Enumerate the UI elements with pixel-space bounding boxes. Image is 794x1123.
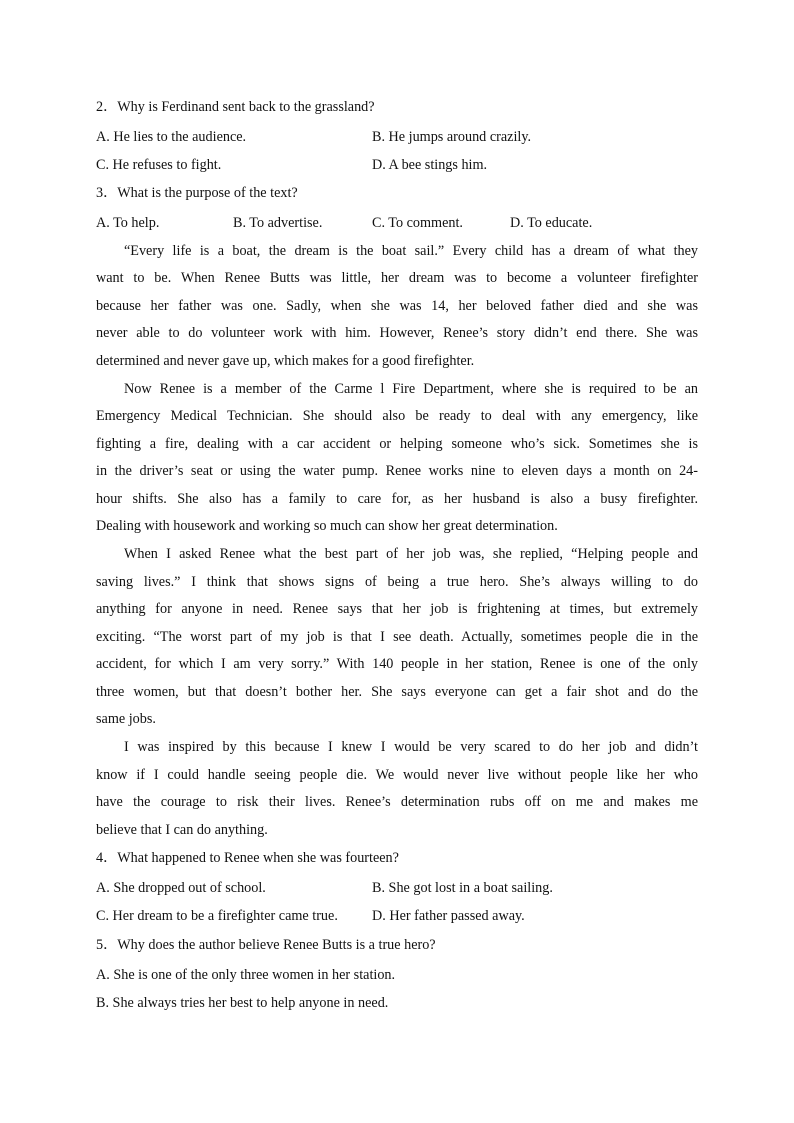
question-2-option-b: B. He jumps around crazily.	[372, 129, 532, 145]
passage-line: When I asked Renee what the best part of her job was, she replied, “Helping people and	[124, 546, 698, 562]
passage-line: know if I could handle seeing people die. We would never live without people like her who	[96, 767, 698, 783]
question-4-stem: 4．What happened to Renee when she was fourteen?	[96, 850, 399, 866]
passage-line: Dealing with housework and working so much can show her great determination.	[96, 518, 558, 534]
question-4-option-a: A. She dropped out of school.	[96, 880, 266, 896]
question-2-option-d: D. A bee stings him.	[372, 157, 488, 173]
passage-line: because her father was one. Sadly, when she was 14, her beloved father died and she was	[96, 298, 698, 314]
passage-line: want to be. When Renee Butts was little, her dream was to become a volunteer firefighter	[96, 270, 698, 286]
passage-line: saving lives.” I think that shows signs of being a true hero. She’s always willing to do	[96, 574, 698, 590]
question-2-stem: 2．Why is Ferdinand sent back to the grassland?	[96, 99, 375, 115]
passage-line: fighting a fire, dealing with a car accident or helping someone who’s sick. Sometimes she is	[96, 436, 698, 452]
question-2-option-c: C. He refuses to fight.	[96, 157, 222, 173]
passage-line: “Every life is a boat, the dream is the boat sail.” Every child has a dream of what they	[124, 243, 698, 259]
passage-line: believe that I can do anything.	[96, 822, 268, 838]
question-4-option-d: D. Her father passed away.	[372, 908, 525, 924]
passage-line: in the driver’s seat or using the water pump. Renee works nine to eleven days a month on 24-	[96, 463, 698, 479]
passage-line: hour shifts. She also has a family to care for, as her husband is also a busy firefighter.	[96, 491, 698, 507]
passage-line: Emergency Medical Technician. She should also be ready to deal with any emergency, like	[96, 408, 698, 424]
question-5-stem: 5．Why does the author believe Renee Butts is a true hero?	[96, 937, 436, 953]
question-3-option-a: A. To help.	[96, 215, 160, 231]
passage-line: exciting. “The worst part of my job is that I see death. Actually, sometimes people die in the	[96, 629, 698, 645]
passage-line: Now Renee is a member of the Carme l Fire Department, where she is required to be an	[124, 381, 698, 397]
passage-line: accident, for which I am very sorry.” With 140 people in her station, Renee is one of the only	[96, 656, 698, 672]
passage-line: have the courage to risk their lives. Renee’s determination rubs off on me and makes me	[96, 794, 698, 810]
passage-line: three women, but that doesn’t bother her. She says everyone can get a fair shot and do the	[96, 684, 698, 700]
question-3-option-d: D. To educate.	[510, 215, 593, 231]
passage-line: determined and never gave up, which makes for a good firefighter.	[96, 353, 475, 369]
question-4-option-b: B. She got lost in a boat sailing.	[372, 880, 553, 896]
passage-line: I was inspired by this because I knew I would be very scared to do her job and didn’t	[124, 739, 698, 755]
passage-line: never able to do volunteer work with him. However, Renee’s story didn’t end there. She was	[96, 325, 698, 341]
question-5-option-b: B. She always tries her best to help anyone in need.	[96, 995, 389, 1011]
question-3-stem: 3．What is the purpose of the text?	[96, 185, 298, 201]
question-3-option-b: B. To advertise.	[233, 215, 323, 231]
passage-line: same jobs.	[96, 711, 156, 727]
question-3-option-c: C. To comment.	[372, 215, 463, 231]
question-4-option-c: C. Her dream to be a firefighter came true.	[96, 908, 338, 924]
question-5-option-a: A. She is one of the only three women in her station.	[96, 967, 396, 983]
passage-line: anything for anyone in need. Renee says that her job is frightening at times, but extremely	[96, 601, 698, 617]
question-2-option-a: A. He lies to the audience.	[96, 129, 247, 145]
